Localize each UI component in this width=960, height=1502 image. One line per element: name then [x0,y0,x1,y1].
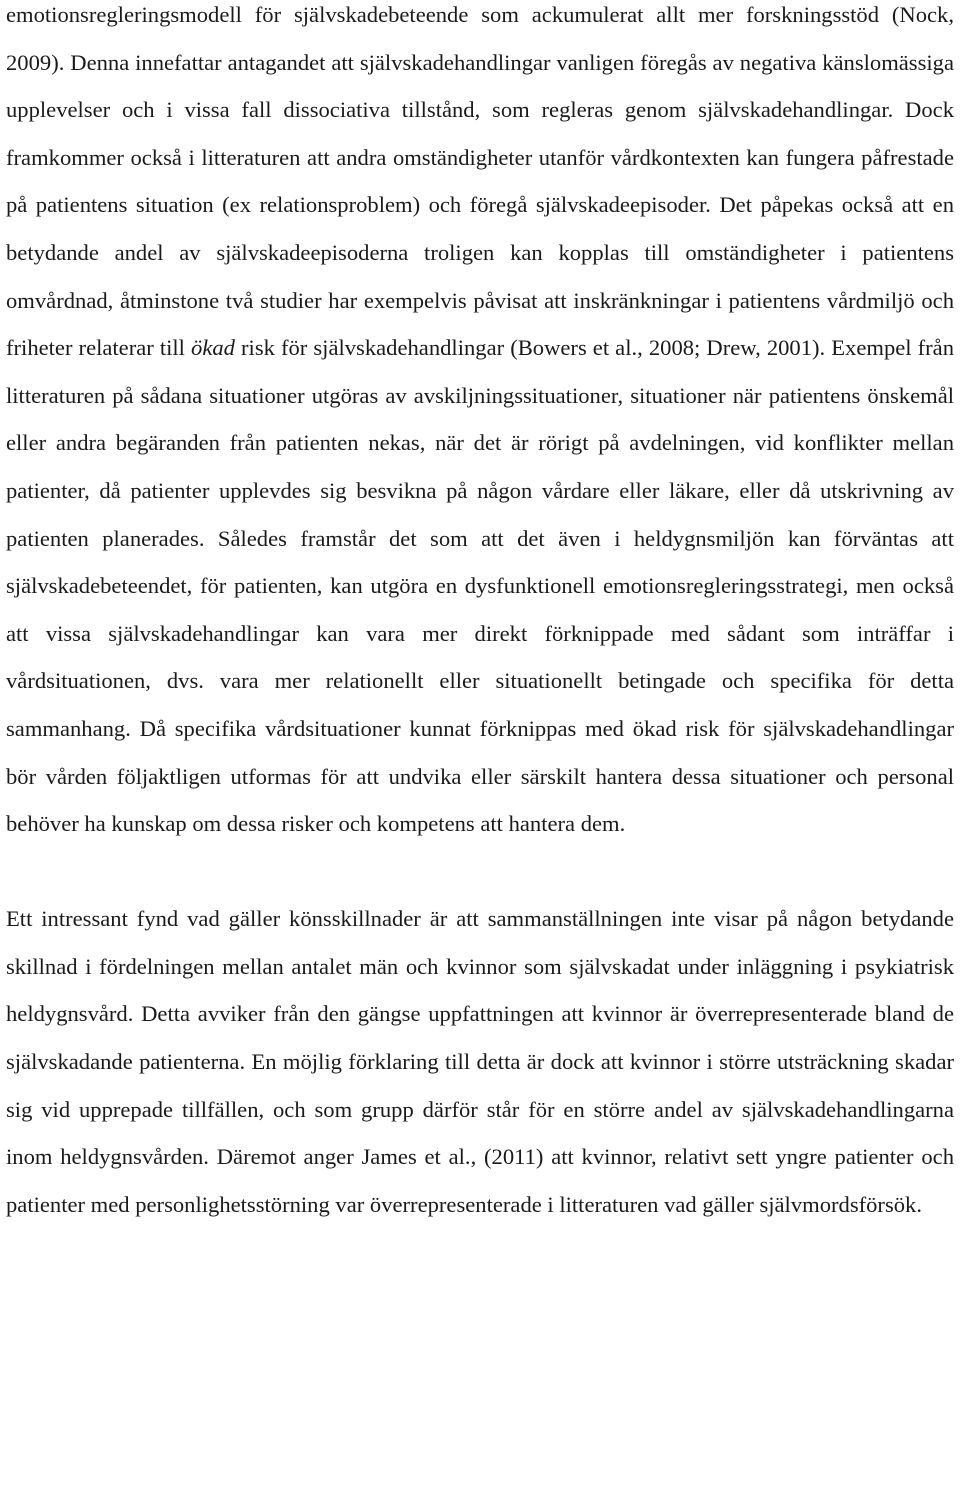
paragraph-text: Ett intressant fynd vad gäller könsskillnader är att sammanställningen inte visar på någon betydande skillnad i fördelningen mellan antalet män och kvinnor som självskadat under inläggning i psykiatrisk heldygnsvård. Detta avviker från den gängse uppfattningen att kvinnor är överrepresenterade bland de självskadande patienterna. En möjlig förklaring till detta är dock att kvinnor i större utsträckning skadar sig vid upprepade tillfällen, och som grupp därför står för en större andel av självskadehandlingarna inom heldygnsvården. Däremot anger James et al., (2011) att kvinnor, relativt sett yngre patienter och patienter med personlighetsstörning var överrepresenterade i litteraturen vad gäller självmordsförsök. [6,906,954,1217]
document-page [6,0,954,1228]
paragraph-text: risk för självskadehandlingar (Bowers et al., 2008; Drew, 2001). Exempel från litteraturen på sådana situationer utgöras av avskiljningssituationer, situationer när patientens önskemål eller andra begäranden från patienten nekas, när det är rörigt på avdelningen, vid konflikter mellan patienter, då patienter upplevdes sig besvikna på någon vårdare eller läkare, eller då utskrivning av patienten planerades. Således framstår det som att det även i heldygnsmiljön kan förväntas att självskadebeteendet, för patienten, kan utgöra en dysfunktionell emotionsregleringsstrategi, men också att vissa självskadehandlingar kan vara mer direkt förknippade med sådant som inträffar i vårdsituationen, dvs. vara mer relationellt eller situationellt betingade och specifika för detta sammanhang. Då specifika vårdsituationer kunnat förknippas med ökad risk för självskadehandlingar bör vården följaktligen utformas för att undvika eller särskilt hantera dessa situationer och personal behöver ha kunskap om dessa risker och kompetens att hantera dem. [6,335,954,837]
italic-emphasis: ökad [191,335,235,361]
paragraph-text: emotionsregleringsmodell för självskadebeteende som ackumulerat allt mer forskningsstöd (Nock, 2009). Denna innefattar antagandet att självskadehandlingar vanligen föregås av negativa känslomässiga upplevelser och i vissa fall dissociativa tillstånd, som regleras genom självskadehandlingar. Dock framkommer också i litteraturen att andra omständigheter utanför vårdkontexten kan fungera påfrestade på patientens situation (ex relationsproblem) och föregå självskadeepisoder. Det påpekas också att en betydande andel av självskadeepisoderna troligen kan kopplas till omständigheter i patientens omvårdnad, åtminstone två studier har exempelvis påvisat att inskränkningar i patientens vårdmiljö och friheter relaterar till [6,2,954,361]
paragraph-emotion-regulation [6,0,954,848]
paragraph-gender-differences [6,895,954,1228]
